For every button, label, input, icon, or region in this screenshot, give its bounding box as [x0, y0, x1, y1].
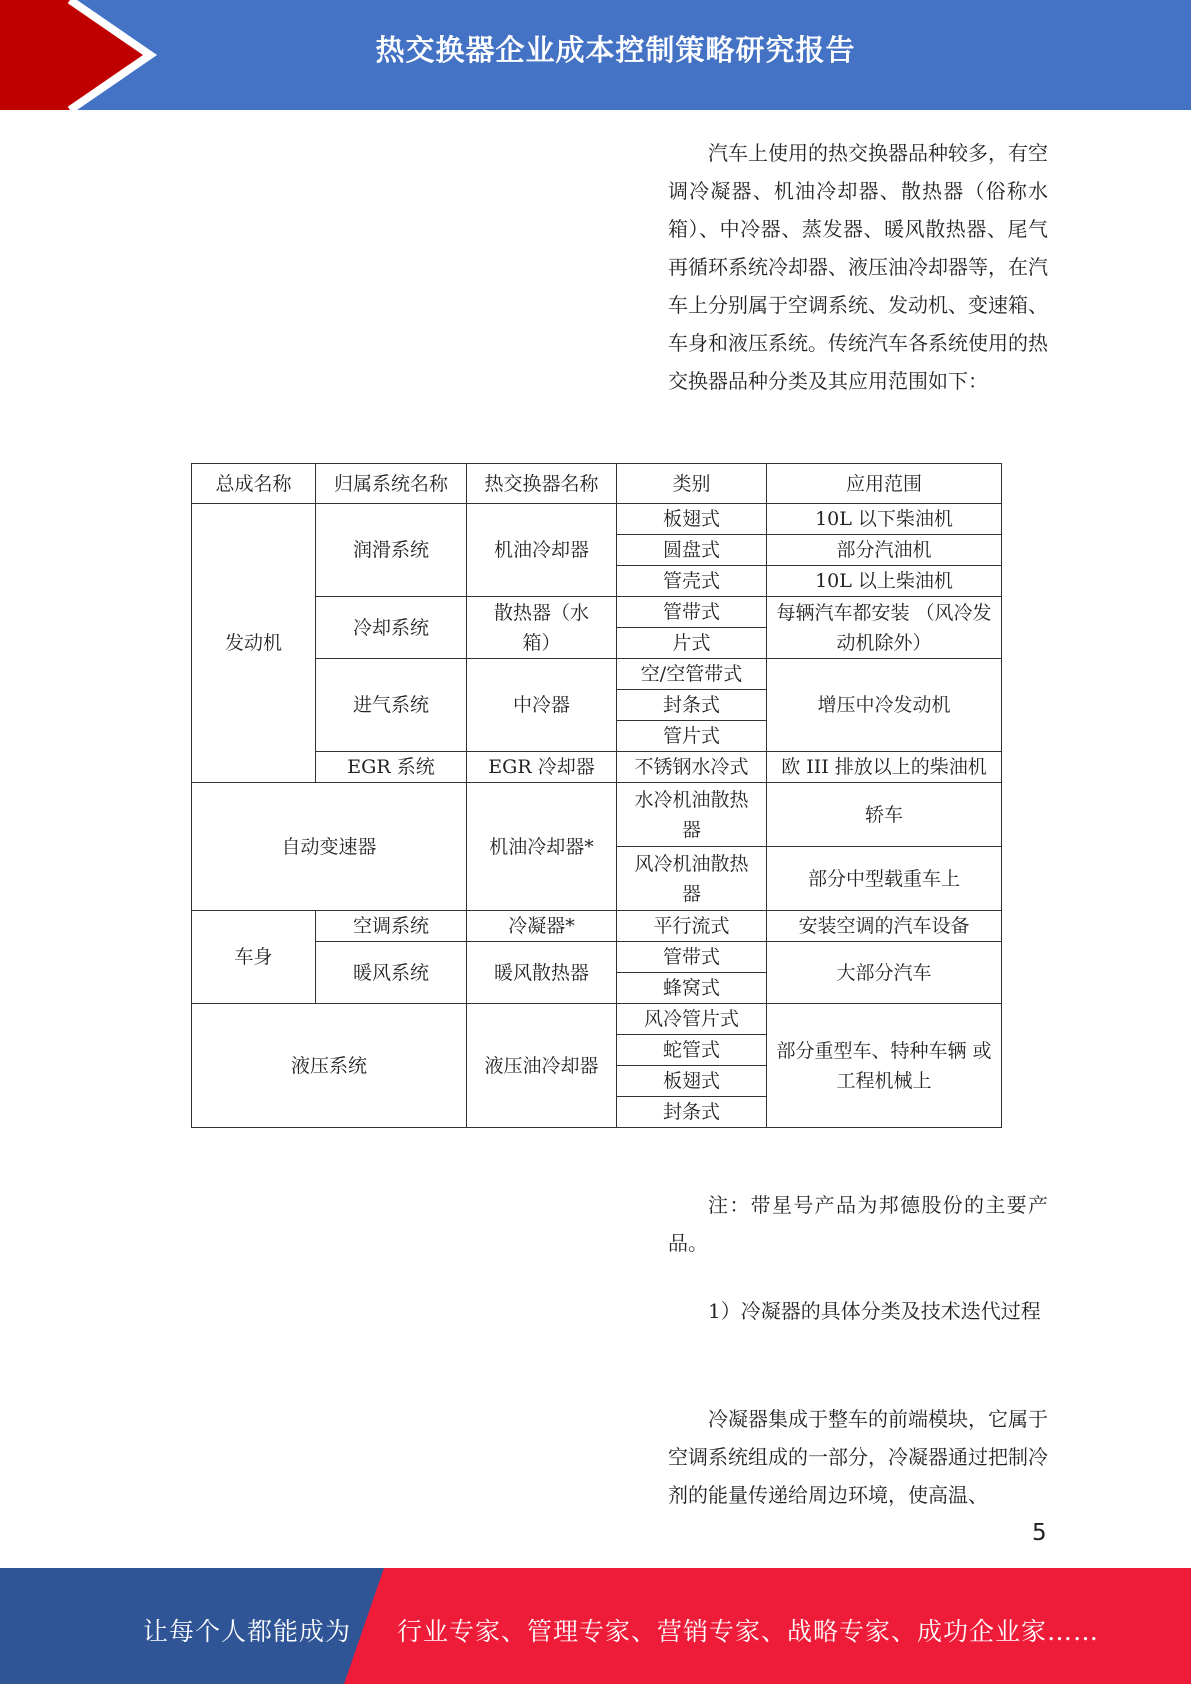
- table-cell: 蜂窝式: [617, 973, 767, 1004]
- table-cell: 液压系统: [192, 1004, 467, 1128]
- table-cell: 散热器（水箱）: [467, 597, 617, 659]
- table-cell: 冷却系统: [316, 597, 467, 659]
- table-cell: 板翅式: [617, 504, 767, 535]
- table-cell: 片式: [617, 628, 767, 659]
- table-cell: 部分重型车、特种车辆 或工程机械上: [767, 1004, 1002, 1128]
- table-header-row: [192, 464, 1002, 504]
- footer-slogan-right: 行业专家、管理专家、营销专家、战略专家、成功企业家……: [397, 1617, 1100, 1646]
- table-cell: 管带式: [617, 942, 767, 973]
- section-heading-column: [668, 1292, 1048, 1330]
- table-cell: 部分汽油机: [767, 535, 1002, 566]
- table-cell: 风冷机油散热器: [617, 847, 767, 911]
- table-cell: 进气系统: [316, 659, 467, 752]
- heat-exchanger-table: [191, 463, 1002, 1128]
- table-cell: 暖风散热器: [467, 942, 617, 1004]
- table-cell: 水冷机油散热器: [617, 783, 767, 847]
- table-cell: 管带式: [617, 597, 767, 628]
- table-cell: 轿车: [767, 783, 1002, 847]
- table-cell: 10L 以上柴油机: [767, 566, 1002, 597]
- table-row: [192, 783, 1002, 847]
- table-header-cell: 类别: [617, 464, 767, 504]
- table-cell: 发动机: [192, 504, 316, 783]
- table-cell: 安装空调的汽车设备: [767, 911, 1002, 942]
- table-cell: 自动变速器: [192, 783, 467, 911]
- table-cell: 冷凝器*: [467, 911, 617, 942]
- table-cell: 机油冷却器: [467, 504, 617, 597]
- table-cell: 部分中型载重车上: [767, 847, 1002, 911]
- closing-paragraph: 冷凝器集成于整车的前端模块，它属于空调系统组成的一部分，冷凝器通过把制冷剂的能量传递给周边环境，使高温、: [668, 1407, 1048, 1507]
- note-column: [668, 1186, 1048, 1262]
- table-cell: 润滑系统: [316, 504, 467, 597]
- table-cell: 机油冷却器*: [467, 783, 617, 911]
- closing-column: [668, 1400, 1048, 1514]
- table-cell: EGR 冷却器: [467, 752, 617, 783]
- table-cell: 大部分汽车: [767, 942, 1002, 1004]
- footer-slogan-left: 让每个人都能成为: [143, 1617, 352, 1646]
- header-title: 热交换器企业成本控制策略研究报告: [375, 33, 856, 67]
- table-header-cell: 归属系统名称: [316, 464, 467, 504]
- table-cell: 管片式: [617, 721, 767, 752]
- intro-column: [668, 134, 1048, 400]
- table-cell: 暖风系统: [316, 942, 467, 1004]
- intro-paragraph: 汽车上使用的热交换器品种较多，有空调冷凝器、机油冷却器、散热器（俗称水箱）、中冷器、蒸发器、暖风散热器、尾气再循环系统冷却器、液压油冷却器等，在汽车上分别属于空调系统、发动机、变速箱、车身和液压系统。传统汽车各系统使用的热交换器品种分类及其应用范围如下：: [668, 141, 1048, 393]
- table-cell: 10L 以下柴油机: [767, 504, 1002, 535]
- table-cell: 蛇管式: [617, 1035, 767, 1066]
- table-header-cell: 总成名称: [192, 464, 316, 504]
- table-row: [192, 911, 1002, 942]
- table-cell: 液压油冷却器: [467, 1004, 617, 1128]
- table-cell: 不锈钢水冷式: [617, 752, 767, 783]
- table-cell: 平行流式: [617, 911, 767, 942]
- table-cell: 板翅式: [617, 1066, 767, 1097]
- table-cell: 车身: [192, 911, 316, 1004]
- table-row: [192, 1004, 1002, 1035]
- table-header-cell: 热交换器名称: [467, 464, 617, 504]
- table-cell: EGR 系统: [316, 752, 467, 783]
- table-cell: 增压中冷发动机: [767, 659, 1002, 752]
- table-cell: 圆盘式: [617, 535, 767, 566]
- table-header-cell: 应用范围: [767, 464, 1002, 504]
- table-note: 注：带星号产品为邦德股份的主要产品。: [668, 1193, 1048, 1255]
- table-row: [192, 504, 1002, 535]
- table-cell: 空/空管带式: [617, 659, 767, 690]
- page-number: 5: [1032, 1520, 1047, 1546]
- page-header: [0, 0, 1191, 110]
- table-cell: 风冷管片式: [617, 1004, 767, 1035]
- table-cell: 欧 III 排放以上的柴油机: [767, 752, 1002, 783]
- section-heading: 1）冷凝器的具体分类及技术迭代过程: [708, 1299, 1041, 1323]
- table-cell: 管壳式: [617, 566, 767, 597]
- table-cell: 每辆汽车都安装 （风冷发动机除外）: [767, 597, 1002, 659]
- table-cell: 封条式: [617, 690, 767, 721]
- page-footer: [0, 1568, 1191, 1684]
- table-cell: 空调系统: [316, 911, 467, 942]
- table-cell: 封条式: [617, 1097, 767, 1128]
- table-cell: 中冷器: [467, 659, 617, 752]
